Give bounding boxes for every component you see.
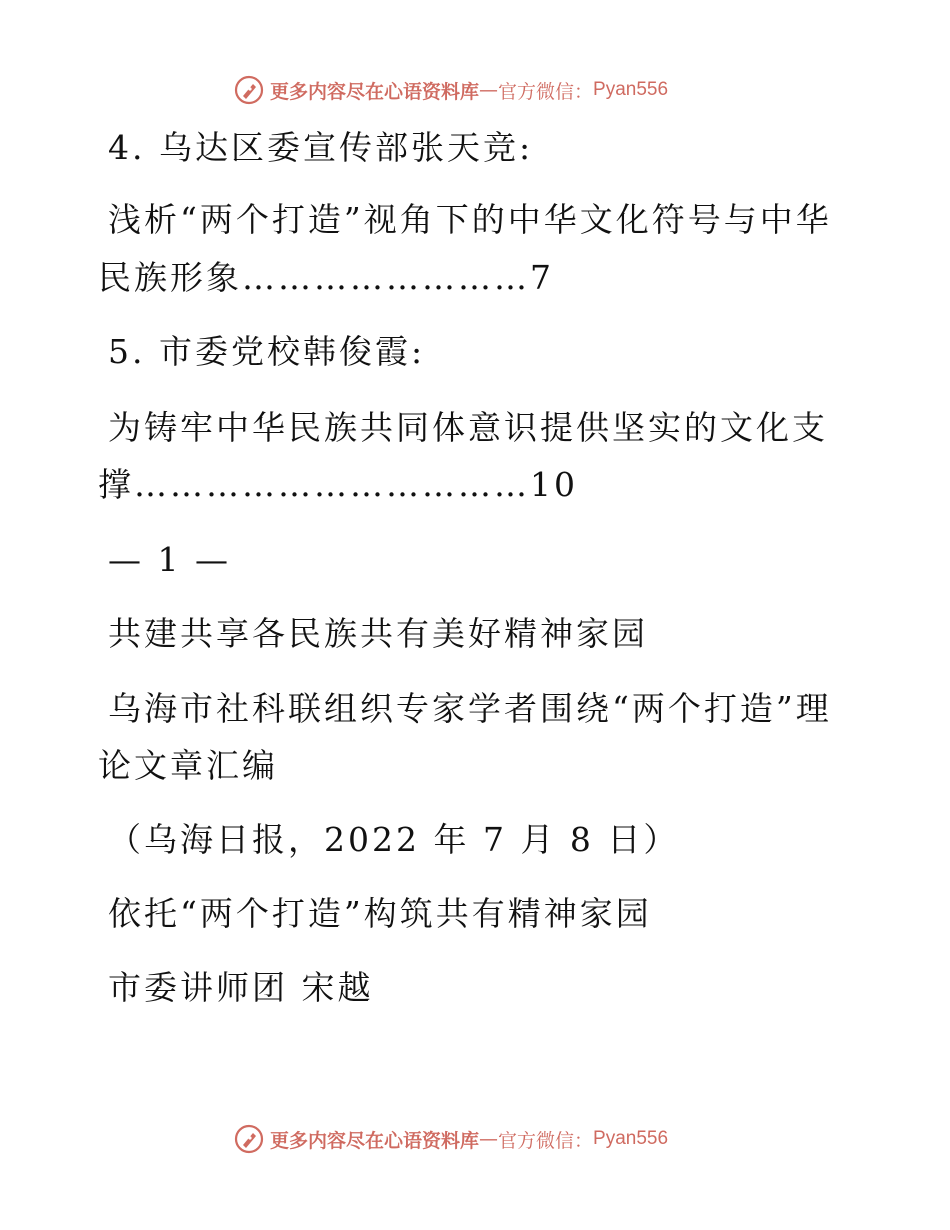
pen-nib-logo-icon	[234, 75, 264, 105]
watermark-header	[234, 73, 668, 107]
watermark-text: 更多内容尽在心语资料库	[270, 1129, 480, 1152]
toc-entry-5-title-line1: 为铸牢中华民族共同体意识提供坚实的文化支	[108, 408, 828, 447]
article-author: 市委讲师团 宋越	[108, 968, 374, 1007]
section-heading: 共建共享各民族共有美好精神家园	[108, 614, 648, 653]
toc-entry-4-author: 4. 乌达区委宣传部张天竞:	[108, 128, 534, 167]
toc-entry-5-title-line2: 撑……………………………10	[98, 465, 578, 504]
watermark-official-label: 官方微信：	[498, 80, 594, 103]
watermark-dash: —	[479, 1128, 499, 1150]
watermark-handle: Pyan556	[593, 1128, 669, 1149]
watermark-official-label: 官方微信：	[498, 1129, 594, 1152]
toc-entry-4-title-line1: 浅析“两个打造”视角下的中华文化符号与中华	[108, 200, 832, 239]
compilation-title-line1: 乌海市社科联组织专家学者围绕“两个打造”理	[108, 689, 832, 728]
watermark-handle: Pyan556	[593, 79, 669, 100]
source-note: （乌海日报，2022 年 7 月 8 日）	[108, 820, 680, 859]
pen-nib-logo-icon	[234, 1124, 264, 1154]
toc-entry-4-title-line2: 民族形象……………………7	[98, 258, 554, 297]
article-title: 依托“两个打造”构筑共有精神家园	[108, 894, 652, 933]
toc-entry-5-author: 5. 市委党校韩俊霞:	[108, 332, 426, 371]
page-number: — 1 —	[108, 540, 231, 579]
watermark-text: 更多内容尽在心语资料库	[270, 80, 480, 103]
watermark-dash: —	[479, 79, 499, 101]
watermark-footer	[234, 1122, 668, 1156]
compilation-title-line2: 论文章汇编	[98, 746, 278, 785]
